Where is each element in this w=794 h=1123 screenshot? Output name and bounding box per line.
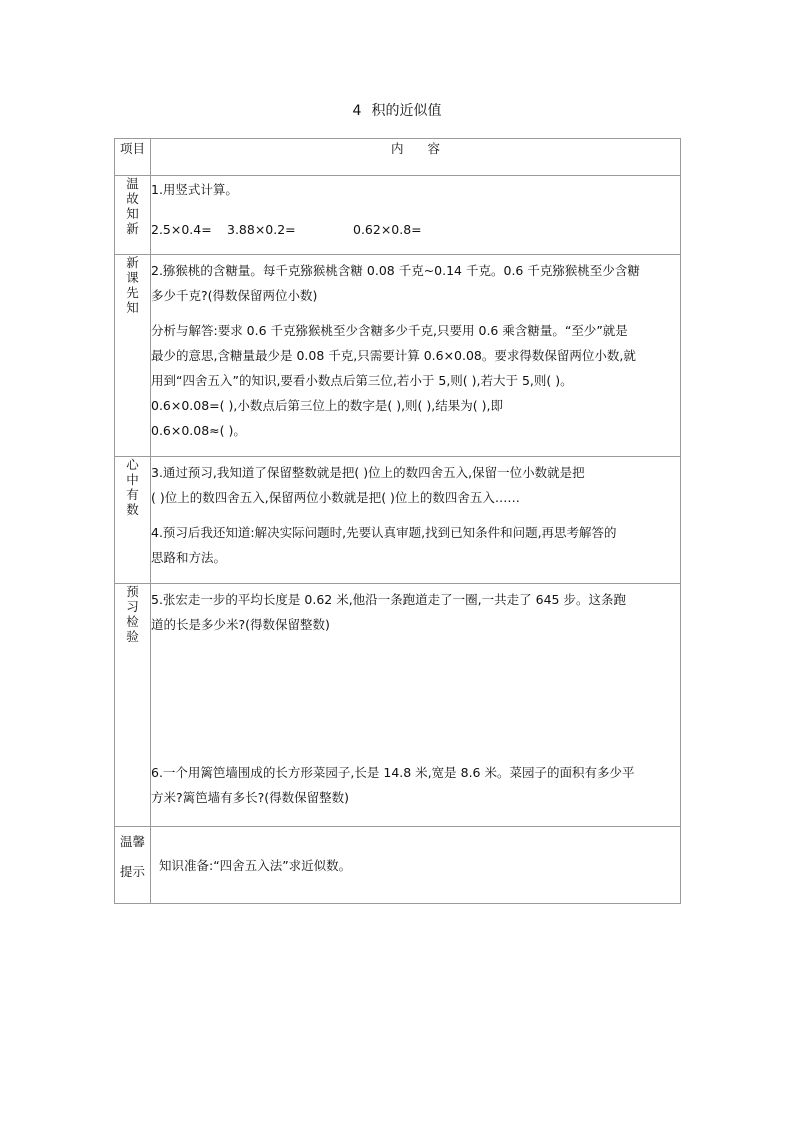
question-3-line-2: ( )位上的数四舍五入,保留两位小数就是把( )位上的数四舍五入…… (151, 490, 520, 505)
review-row (115, 176, 681, 255)
header-row (115, 139, 681, 176)
tip-label-cell (115, 827, 151, 904)
tip-label-top: 温馨 (119, 834, 145, 849)
tip-content (151, 827, 681, 904)
analysis-line-2: 最少的意思,含糖量最少是 0.08 千克,只需要计算 0.6×0.08。要求得数保留两位小数,就 (151, 348, 636, 363)
header-content-a: 内 (390, 141, 404, 156)
header-project-label: 项目 (119, 141, 145, 156)
review-calc-row (151, 217, 680, 242)
question-6-line-1: 6.一个用篱笆墙围成的长方形菜园子,长是 14.8 米,宽是 8.6 米。菜园子的面积有多少平 (151, 765, 635, 780)
mind-row (115, 457, 681, 584)
title-number: 4 (352, 103, 362, 119)
review-content (151, 176, 681, 255)
question-5-line-1: 5.张宏走一步的平均长度是 0.62 米,他沿一条跑道走了一圈,一共走了 645 步。这条跑 (151, 592, 626, 607)
calc-item: 0.62×0.8= (353, 222, 422, 237)
preview-table (114, 138, 681, 904)
analysis-line-3: 用到“四舍五入”的知识,要看小数点后第三位,若小于 5,则( ),若大于 5,则( )。 (151, 373, 573, 388)
note-4-line-1: 4.预习后我还知道:解决实际问题时,先要认真审题,找到已知条件和问题,再思考解答的 (151, 525, 617, 540)
calc-item: 3.88×0.2= (227, 222, 296, 237)
check-label: 预 习 检 验 (126, 584, 139, 644)
mind-content (151, 457, 681, 584)
question-2-line-1: 2.猕猴桃的含糖量。每千克猕猴桃含糖 0.08 千克~0.14 千克。0.6 千克猕猴桃至少含糖 (151, 263, 640, 278)
question-6-line-2: 方米?篱笆墙有多长?(得数保留整数) (151, 790, 350, 805)
mind-label-cell (115, 457, 151, 584)
question-2-line-2: 多少千克?(得数保留两位小数) (151, 288, 318, 303)
new-lesson-label-cell (115, 255, 151, 457)
new-lesson-content (151, 255, 681, 457)
answer-space (151, 637, 680, 760)
analysis-line-1: 分析与解答:要求 0.6 千克猕猴桃至少含糖多少千克,只要用 0.6 乘含糖量。“至少”就是 (151, 323, 628, 338)
review-label: 温 故 知 新 (126, 176, 139, 236)
title-text: 积的近似值 (371, 103, 442, 119)
new-lesson-row (115, 255, 681, 457)
header-project-cell (115, 139, 151, 176)
check-label-cell (115, 584, 151, 827)
mind-label: 心 中 有 数 (126, 457, 139, 517)
new-lesson-label: 新 课 先 知 (126, 255, 139, 315)
analysis-line-5: 0.6×0.08≈( )。 (151, 423, 246, 438)
check-content (151, 584, 681, 827)
analysis-line-4: 0.6×0.08=( ),小数点后第三位上的数字是( ),则( ),结果为( ),即 (151, 398, 503, 413)
page-title (0, 101, 794, 121)
tip-text: 知识准备:“四舍五入法”求近似数。 (159, 857, 352, 873)
question-3-line-1: 3.通过预习,我知道了保留整数就是把( )位上的数四舍五入,保留一位小数就是把 (151, 465, 585, 480)
calc-item: 2.5×0.4= (151, 222, 212, 237)
header-content-b: 容 (427, 141, 441, 156)
review-instruction: 1.用竖式计算。 (151, 182, 238, 197)
header-content-cell (151, 139, 681, 176)
question-5-line-2: 道的长是多少米?(得数保留整数) (151, 617, 330, 632)
note-4-line-2: 思路和方法。 (151, 550, 227, 565)
review-label-cell (115, 176, 151, 255)
tip-row (115, 827, 681, 904)
tip-label-bottom: 提示 (119, 864, 145, 879)
check-row (115, 584, 681, 827)
